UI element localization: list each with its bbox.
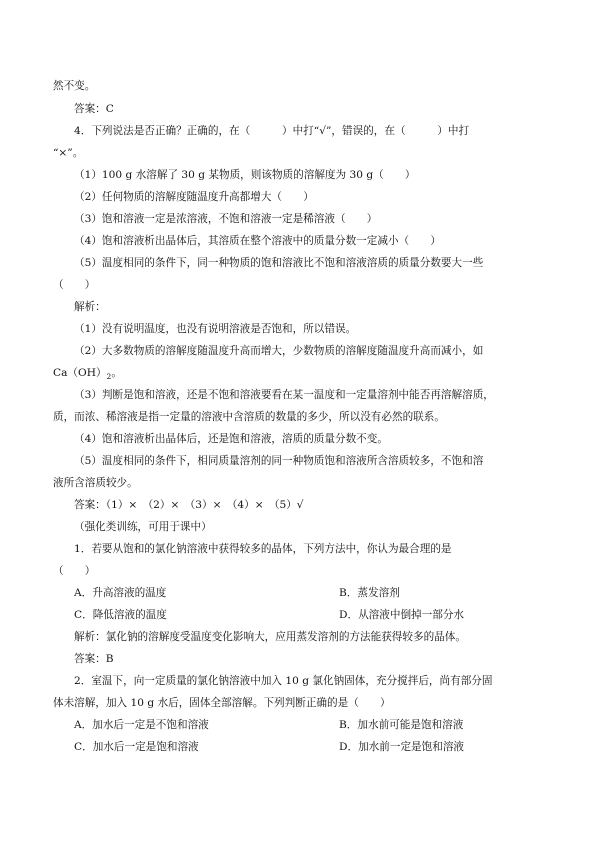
q2-option-b: B．加水前可能是饱和溶液 (339, 719, 464, 731)
analysis-2: （2）大多数物质的溶解度随温度升高而增大，少数物质的溶解度随温度升高而减小，如 (74, 345, 484, 357)
q1-option-d: D．从溶液中倒掉一部分水 (339, 609, 465, 621)
statement-5-cont: （ ） (53, 279, 96, 291)
statement-3: （3）饱和溶液一定是浓溶液，不饱和溶液一定是稀溶液（ ） (74, 213, 378, 225)
text-line: 然不变。 (53, 80, 96, 92)
formula-end: 。 (111, 367, 122, 379)
analysis-5-cont: 液所含溶质较少。 (53, 477, 138, 489)
answer-line: 答案：B (74, 653, 114, 665)
q1-option-a: A．升高溶液的温度 (74, 587, 167, 599)
q2-option-c: C．加水后一定是饱和溶液 (74, 741, 199, 753)
analysis-5: （5）温度相同的条件下，相同质量溶剂的同一种物质饱和溶液所含溶质较多，不饱和溶 (74, 455, 484, 467)
formula-text: Ca（OH） (53, 367, 107, 379)
question-1-bracket: （ ） (53, 565, 96, 577)
analysis-2-cont (53, 365, 122, 385)
question-4-stem-cont: “×”。 (53, 147, 84, 159)
statement-5: （5）温度相同的条件下，同一种物质的饱和溶液比不饱和溶液溶质的质量分数要大一些 (74, 257, 484, 269)
statement-1: （1）100 g 水溶解了 30 g 某物质，则该物质的溶解度为 30 g（ ） (74, 169, 416, 181)
q2-option-a: A．加水后一定是不饱和溶液 (74, 719, 209, 731)
question-1-stem: 1．若要从饱和的氯化钠溶液中获得较多的晶体，下列方法中，你认为最合理的是 (74, 543, 452, 555)
section-note: （强化类训练，可用于课中） (74, 521, 212, 533)
question-2-stem: 2．室温下，向一定质量的氯化钠溶液中加入 10 g 氯化钠固体，充分搅拌后，尚有部分固 (74, 675, 493, 687)
analysis-q1: 解析：氯化钠的溶解度受温度变化影响大，应用蒸发溶剂的方法能获得较多的晶体。 (74, 631, 466, 643)
analysis-3: （3）判断是饱和溶液，还是不饱和溶液要看在某一温度和一定量溶剂中能否再溶解溶质， (74, 389, 494, 401)
q1-option-c: C．降低溶液的温度 (74, 609, 167, 621)
answer-line: 答案：（1）× （2）× （3）× （4）× （5）√ (74, 499, 304, 511)
question-4-stem: 4．下列说法是否正确？正确的，在（ ）中打“√”，错误的，在（ ）中打 (74, 125, 470, 137)
answer-line: 答案：C (74, 103, 114, 115)
formula-subscript: 2 (106, 372, 112, 381)
statement-2: （2）任何物质的溶解度随温度升高都增大（ ） (74, 191, 314, 203)
analysis-label: 解析： (74, 301, 106, 313)
q1-option-b: B．蒸发溶剂 (339, 587, 400, 599)
analysis-3-cont: 质，而浓、稀溶液是指一定量的溶液中含溶质的数量的多少，所以没有必然的联系。 (53, 411, 445, 423)
analysis-1: （1）没有说明温度，也没有说明溶液是否饱和，所以错误。 (74, 323, 357, 335)
analysis-4: （4）饱和溶液析出晶体后，还是饱和溶液，溶质的质量分数不变。 (74, 433, 388, 445)
question-2-stem-cont: 体未溶解，加入 10 g 水后，固体全部溶解。下列判断正确的是（ ） (53, 697, 391, 709)
statement-4: （4）饱和溶液析出晶体后，其溶质在整个溶液中的质量分数一定减小（ ） (74, 235, 441, 247)
q2-option-d: D．加水前一定是饱和溶液 (339, 741, 465, 753)
